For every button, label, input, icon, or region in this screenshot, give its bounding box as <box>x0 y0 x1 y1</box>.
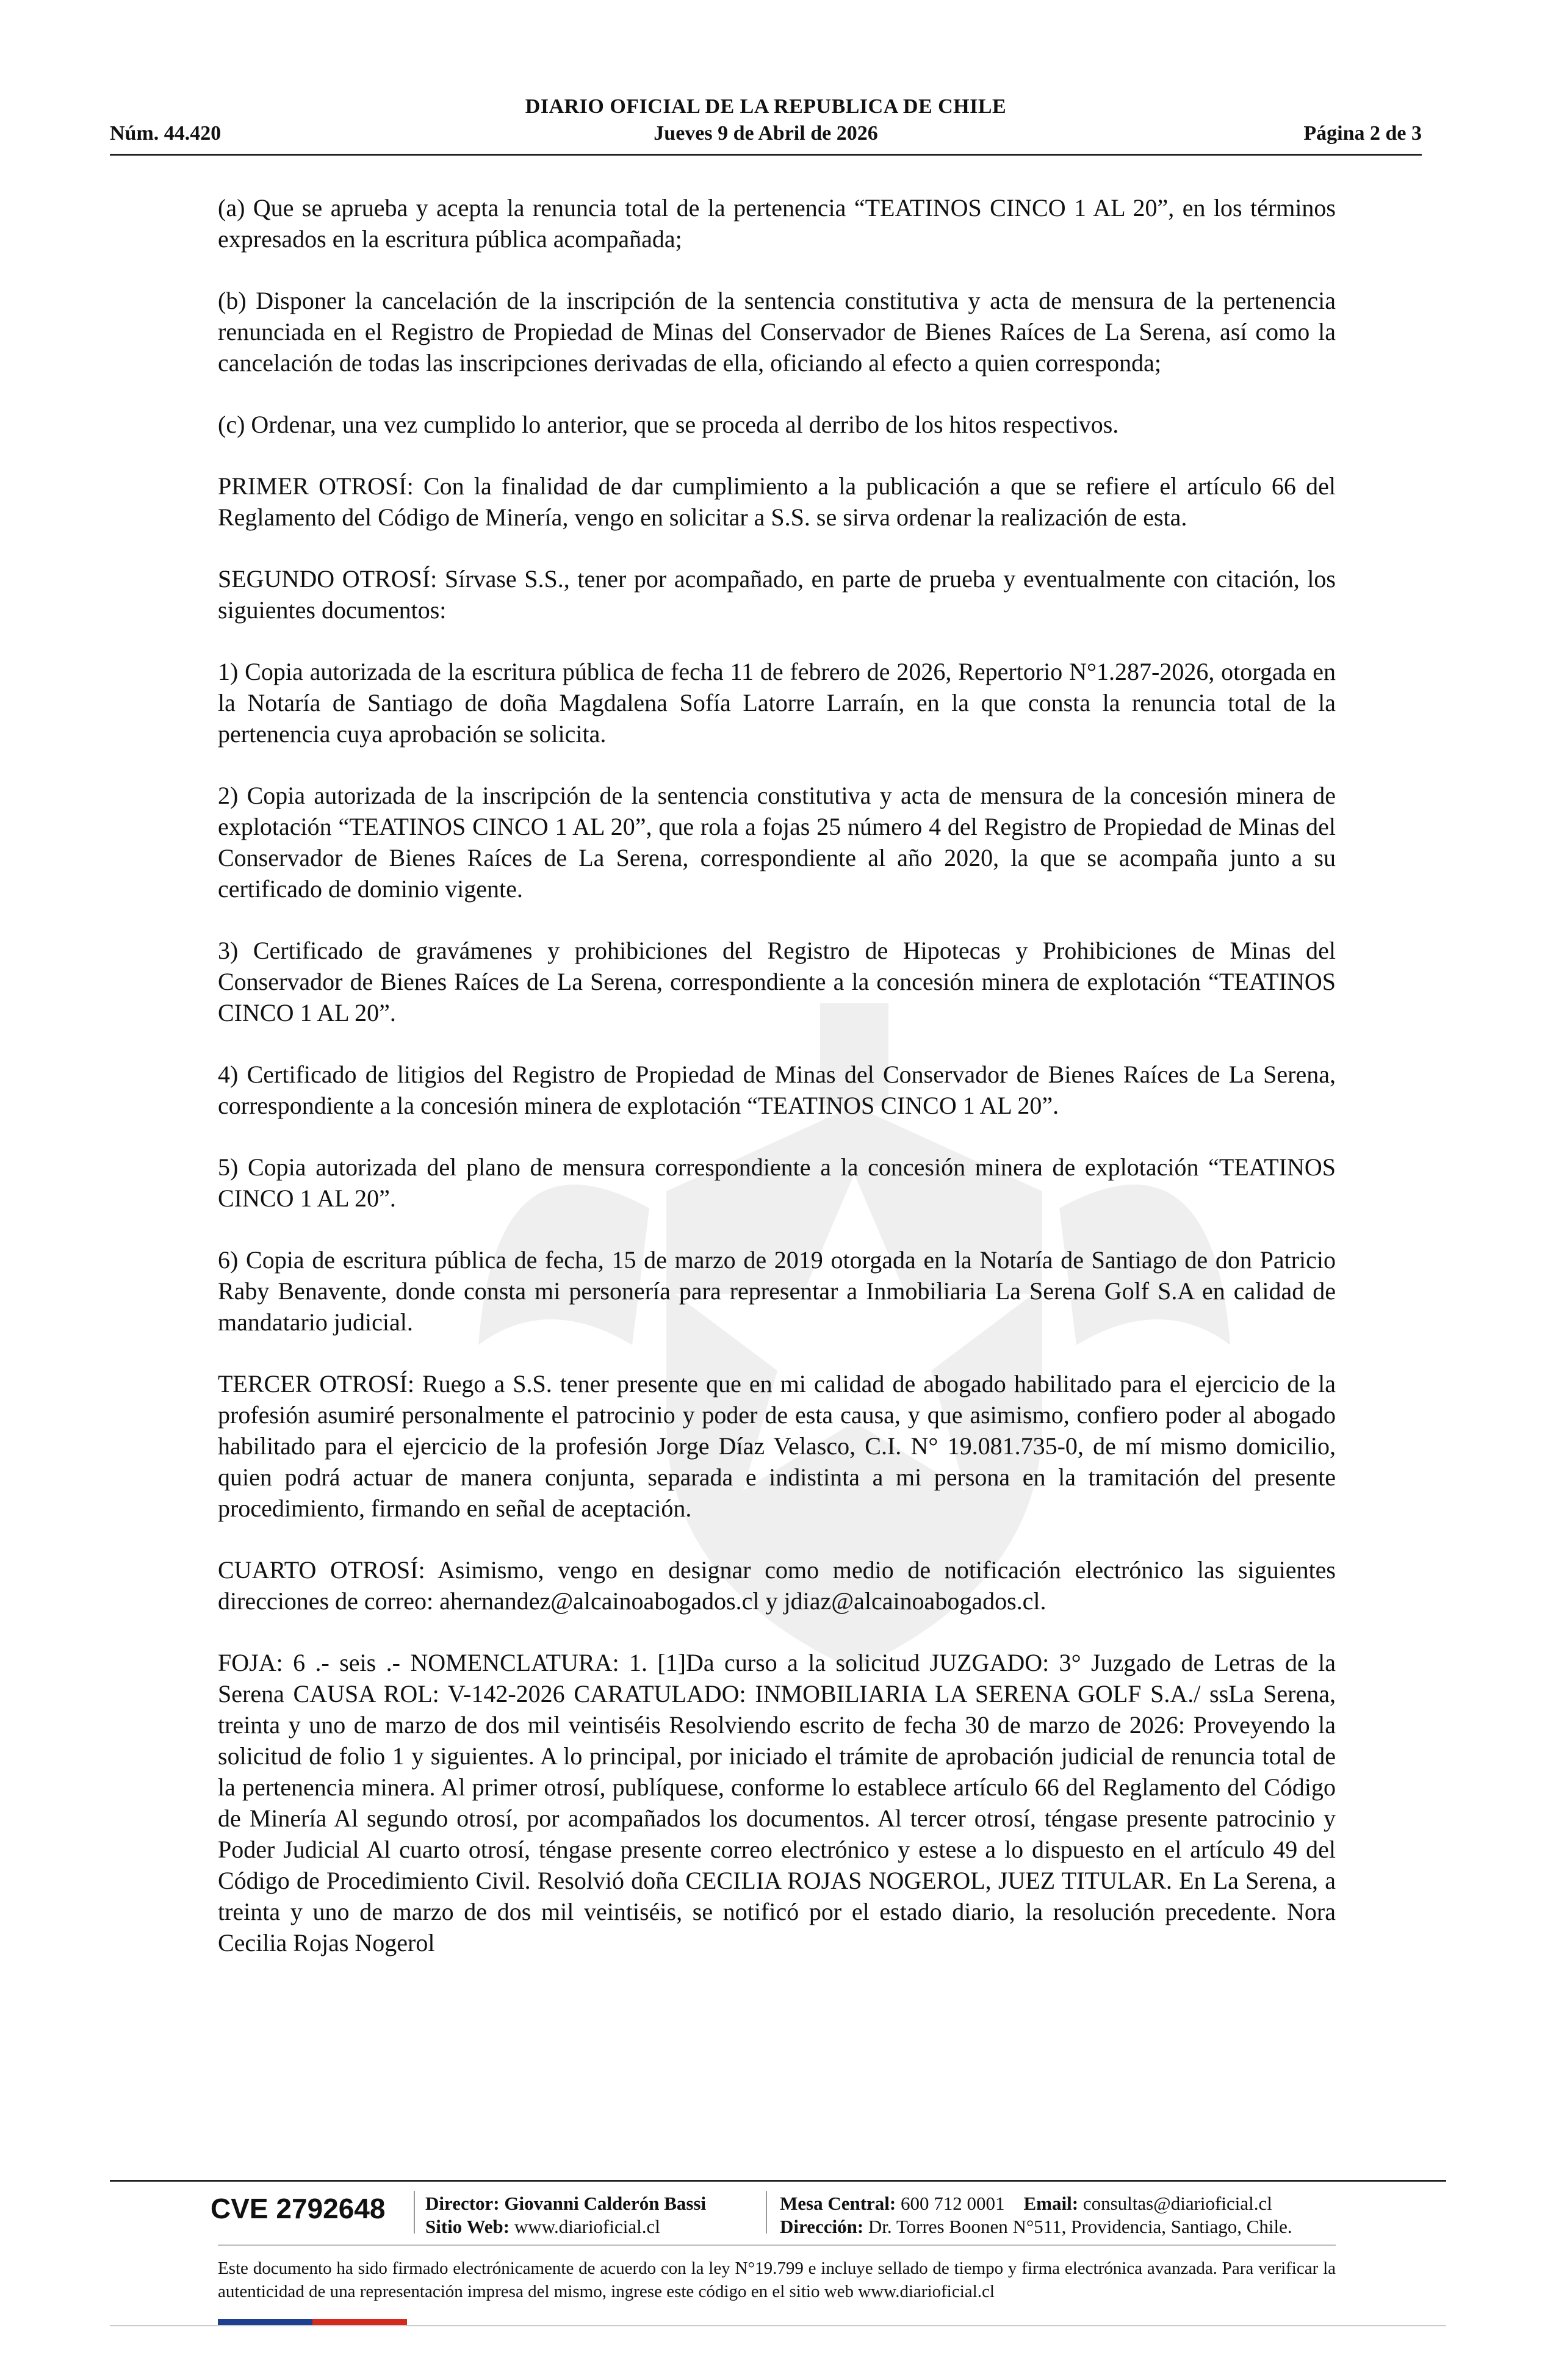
paragraph: (a) Que se aprueba y acepta la renuncia total de la pertenencia “TEATINOS CINCO 1 AL 20”, en los términos expresados en la escritura pública acompañada; <box>218 194 1336 253</box>
document-body <box>218 192 1336 1989</box>
paragraph: 4) Certificado de litigios del Registro de Propiedad de Minas del Conservador de Bienes Raíces de La Serena, correspondiente a la concesión minera de explotación “TEATINOS CINCO 1 AL 20”. <box>218 1061 1336 1119</box>
bottom-divider <box>110 2325 1446 2326</box>
paragraph: 2) Copia autorizada de la inscripción de la sentencia constitutiva y acta de mensura de la concesión minera de explotación “TEATINOS CINCO 1 AL 20”, que rola a fojas 25 número 4 del Registro de Propiedad de Minas del Conservador de Bienes Raíces de La Serena, correspondiente al año 2020, la que se acompaña junto a su certificado de dominio vigente. <box>218 782 1336 903</box>
footer-thin-divider <box>218 2245 1336 2246</box>
paragraph: (b) Disponer la cancelación de la inscripción de la sentencia constitutiva y acta de mensura de la pertenencia renunciada en el Registro de Propiedad de Minas del Conservador de Bienes Raíces de La Serena, así como la cancelación de todas las inscripciones derivadas de ella, oficiando al efecto a quien corresponda; <box>218 287 1336 377</box>
paragraph: TERCER OTROSÍ: Ruego a S.S. tener presente que en mi calidad de abogado habilitado para el ejercicio de la profesión asumiré personalmente el patrocinio y poder de esta causa, y que asimismo, confiero poder al abogado habilitado para el ejercicio de la profesión Jorge Díaz Velasco, C.I. N° 19.081.735-0, de mí mismo domicilio, quien podrá actuar de manera conjunta, separada e indistinta a mi persona en la tramitación del presente procedimiento, firmando en señal de aceptación. <box>218 1370 1336 1522</box>
header-divider <box>110 154 1422 156</box>
legal-notice: Este documento ha sido firmado electrónicamente de acuerdo con la ley N°19.799 e incluye sellado de tiempo y firma electrónica avanzada. Para verificar la autenticidad de una representación impresa del mismo, ingrese este código en el sitio web www.diarioficial.cl <box>218 2259 1336 2301</box>
issue-number: Núm. 44.420 <box>110 122 222 145</box>
website-label: Sitio Web: <box>425 2216 510 2237</box>
paragraph: CUARTO OTROSÍ: Asimismo, vengo en designar como medio de notificación electrónico las siguientes direcciones de correo: ahernandez@alcainoabogados.cl y jdiaz@alcainoabogados.cl. <box>218 1556 1336 1615</box>
paragraph: 5) Copia autorizada del plano de mensura correspondiente a la concesión minera de explotación “TEATINOS CINCO 1 AL 20”. <box>218 1153 1336 1212</box>
phone-number: 600 712 0001 <box>901 2193 1005 2214</box>
issue-date: Jueves 9 de Abril de 2026 <box>654 122 878 145</box>
director-label: Director: <box>425 2193 500 2214</box>
address-label: Dirección: <box>780 2216 864 2237</box>
paragraph: 3) Certificado de gravámenes y prohibiciones del Registro de Hipotecas y Prohibiciones de Minas del Conservador de Bienes Raíces de La Serena, correspondiente a la concesión minera de explotación “TEATINOS CINCO 1 AL 20”. <box>218 937 1336 1026</box>
page-header <box>110 95 1422 150</box>
paragraph: PRIMER OTROSÍ: Con la finalidad de dar cumplimiento a la publicación a que se refiere el artículo 66 del Reglamento del Código de Minería, vengo en solicitar a S.S. se sirva ordenar la realización de esta. <box>218 472 1336 531</box>
footer-divider <box>110 2180 1446 2182</box>
page-number: Página 2 de 3 <box>1303 122 1422 145</box>
paragraph: FOJA: 6 .- seis .- NOMENCLATURA: 1. [1]Da curso a la solicitud JUZGADO: 3° Juzgado de Letras de la Serena CAUSA ROL: V-142-2026 CARATULADO: INMOBILIARIA LA SERENA GOLF S.A./ ssLa Serena, treinta y uno de marzo de dos mil veintiséis Resolviendo escrito de fecha 30 de marzo de 2026: Proveyendo la solicitud de folio 1 y siguientes. A lo principal, por iniciado el trámite de aprobación judicial de renuncia total de la pertenencia minera. Al primer otrosí, publíquese, conforme lo establece artículo 66 del Reglamento del Código de Minería Al segundo otrosí, por acompañados los documentos. Al tercer otrosí, téngase presente patrocinio y Poder Judicial Al cuarto otrosí, téngase presente correo electrónico y estese a lo dispuesto en el artículo 49 del Código de Procedimiento Civil. Resolvió doña CECILIA ROJAS NOGEROL, JUEZ TITULAR. En La Serena, a treinta y uno de marzo de dos mil veintiséis, se notificó por el estado diario, la resolución precedente. Nora Cecilia Rojas Nogerol <box>218 1649 1336 1956</box>
paragraph: 1) Copia autorizada de la escritura pública de fecha 11 de febrero de 2026, Repertorio N°1.287-2026, otorgada en la Notaría de Santiago de doña Magdalena Sofía Latorre Larraín, en la que consta la renuncia total de la pertenencia cuya aprobación se solicita. <box>218 658 1336 748</box>
address-text: Dr. Torres Boonen N°511, Providencia, Santiago, Chile. <box>868 2216 1292 2237</box>
paragraph: 6) Copia de escritura pública de fecha, 15 de marzo de 2019 otorgada en la Notaría de Santiago de don Patricio Raby Benavente, donde consta mi personería para representar a Inmobiliaria La Serena Golf S.A en calidad de mandatario judicial. <box>218 1246 1336 1336</box>
email-label: Email: <box>1023 2193 1079 2214</box>
email-link[interactable]: consultas@diarioficial.cl <box>1082 2193 1272 2214</box>
footer-separator <box>766 2191 767 2234</box>
director-name: Giovanni Calderón Bassi <box>504 2193 707 2214</box>
phone-label: Mesa Central: <box>780 2193 896 2214</box>
cve-code: CVE 2792648 <box>211 2193 386 2224</box>
website-link[interactable]: www.diarioficial.cl <box>514 2216 660 2237</box>
director-block <box>425 2192 706 2238</box>
paragraph: (c) Ordenar, una vez cumplido lo anterior, que se proceda al derribo de los hitos respectivos. <box>218 411 1119 438</box>
paragraph: SEGUNDO OTROSÍ: Sírvase S.S., tener por acompañado, en parte de prueba y eventualmente con citación, los siguientes documentos: <box>218 565 1336 624</box>
contact-block <box>780 2192 1292 2238</box>
footer-separator <box>414 2191 415 2234</box>
newspaper-title: DIARIO OFICIAL DE LA REPUBLICA DE CHILE <box>525 95 1007 118</box>
